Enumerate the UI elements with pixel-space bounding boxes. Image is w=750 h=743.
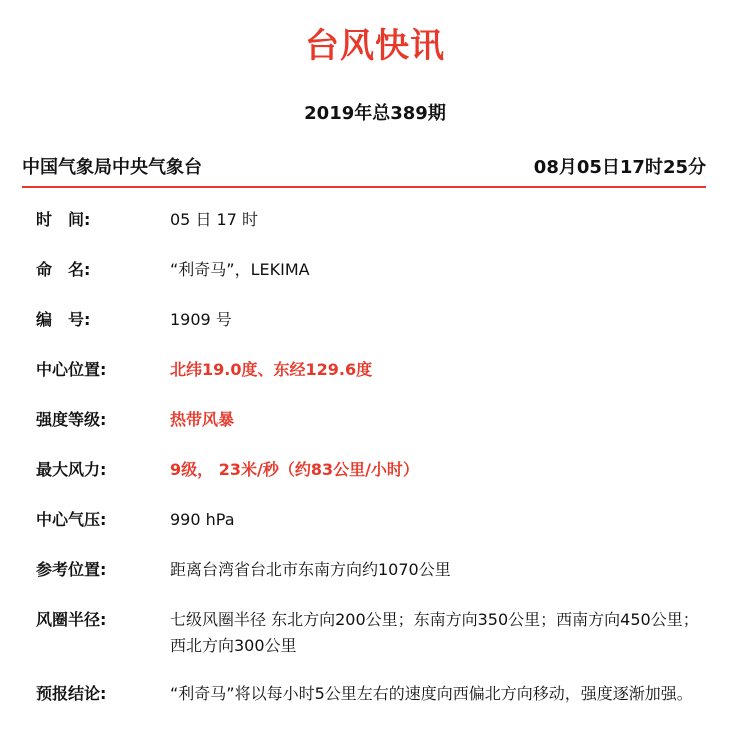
field-label: 编 号: (36, 310, 91, 329)
field-value: 热带风暴 (170, 410, 235, 429)
field-value: 9级， 23米/秒（约83公里/小时） (170, 460, 419, 479)
field-value: 距离台湾省台北市东南方向约1070公里 (170, 560, 451, 579)
bulletin-header (22, 151, 706, 181)
field-label: 命 名: (36, 260, 91, 279)
header-divider (22, 186, 706, 188)
issue-datetime: 08月05日17时25分 (533, 157, 706, 178)
field-label: 最大风力: (36, 460, 107, 479)
field-number (36, 307, 706, 333)
field-value: 北纬19.0度、东经129.6度 (170, 360, 373, 379)
field-name (36, 257, 706, 283)
field-value: “利奇马”，LEKIMA (170, 260, 310, 279)
field-label: 时 间: (36, 210, 91, 229)
field-label: 风圈半径: (36, 610, 107, 629)
field-center-position (36, 357, 706, 383)
field-wind-radius (36, 607, 706, 659)
field-reference-position (36, 557, 706, 583)
field-label: 强度等级: (36, 410, 107, 429)
field-max-wind (36, 457, 706, 483)
field-label: 中心气压: (36, 510, 107, 529)
field-label: 参考位置: (36, 560, 107, 579)
issue-number: 2019年总389期 (304, 103, 446, 124)
typhoon-info-list (36, 207, 706, 729)
field-pressure (36, 507, 706, 533)
field-forecast (36, 681, 706, 707)
field-label: 预报结论: (36, 684, 107, 703)
field-time (36, 207, 706, 233)
field-value: “利奇马”将以每小时5公里左右的速度向西偏北方向移动，强度逐渐加强。 (170, 684, 693, 703)
page-title: 台风快讯 (305, 26, 445, 66)
field-intensity (36, 407, 706, 433)
agency-name: 中国气象局中央气象台 (22, 157, 202, 178)
field-value: 990 hPa (170, 510, 235, 529)
field-value: 05 日 17 时 (170, 210, 258, 229)
field-value: 七级风圈半径 东北方向200公里；东南方向350公里；西南方向450公里；西北方向300公里 (170, 610, 699, 655)
field-value: 1909 号 (170, 310, 232, 329)
field-label: 中心位置: (36, 360, 107, 379)
